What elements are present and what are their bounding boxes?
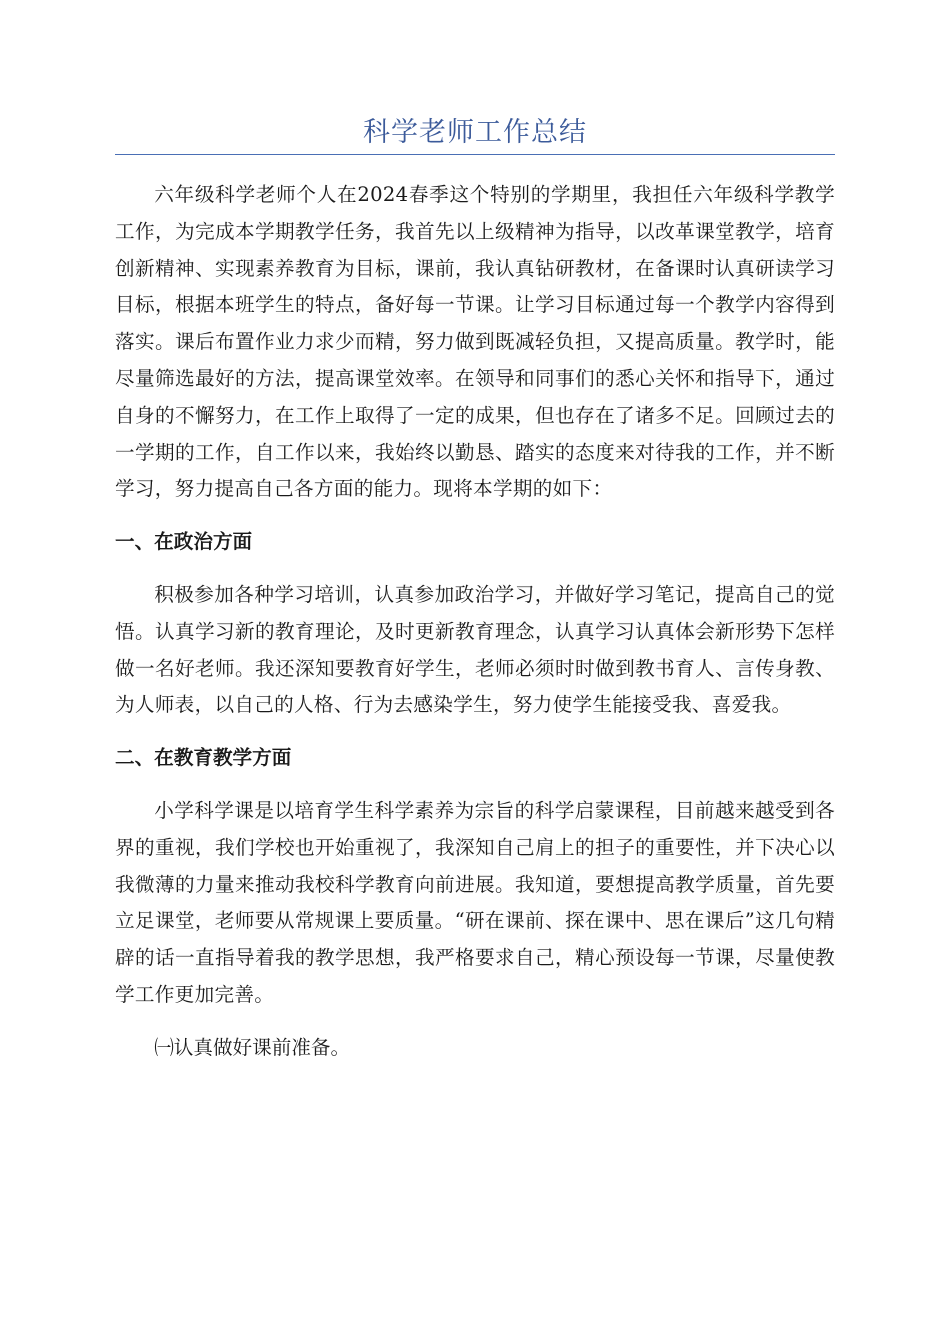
document-page xyxy=(115,112,835,1067)
spacer xyxy=(115,777,835,793)
spacer xyxy=(115,1014,835,1030)
title-underline xyxy=(115,154,835,155)
section-body-politics: 积极参加各种学习培训，认真参加政治学习，并做好学习笔记，提高自己的觉悟。认真学习新的教育理论，及时更新教育理念，认真学习认真体会新形势下怎样做一名好老师。我还深知要教育好学生，老师必须时时做到教书育人、言传身教、为人师表，以自己的人格、行为去感染学生，努力使学生能接受我、喜爱我。 xyxy=(115,582,835,717)
section-heading-teaching: 二、在教育教学方面 xyxy=(115,746,292,770)
spacer xyxy=(115,561,835,577)
spacer xyxy=(115,724,835,740)
spacer xyxy=(115,508,835,524)
section-heading-politics: 一、在政治方面 xyxy=(115,530,253,554)
intro-paragraph: 六年级科学老师个人在2024春季这个特别的学期里，我担任六年级科学教学工作，为完成本学期教学任务，我首先以上级精神为指导，以改革课堂教学，培育创新精神、实现素养教育为目标，课前，我认真钻研教材，在备课时认真研读学习目标，根据本班学生的特点，备好每一节课。让学习目标通过每一个教学内容得到落实。课后布置作业力求少而精，努力做到既减轻负担，又提高质量。教学时，能尽量筛选最好的方法，提高课堂效率。在领导和同事们的悉心关怀和指导下，通过自身的不懈努力，在工作上取得了一定的成果，但也存在了诸多不足。回顾过去的一学期的工作，自工作以来，我始终以勤恳、踏实的态度来对待我的工作，并不断学习，努力提高自己各方面的能力。现将本学期的如下： xyxy=(115,183,835,501)
document-title: 科学老师工作总结 xyxy=(363,117,587,148)
section-body-teaching: 小学科学课是以培育学生科学素养为宗旨的科学启蒙课程，目前越来越受到各界的重视，我们学校也开始重视了，我深知自己肩上的担子的重要性，并下决心以我微薄的力量来推动我校科学教育向前进展。我知道，要想提高教学质量，首先要立足课堂，老师要从常规课上要质量。“研在课前、探在课中、思在课后”这几句精辟的话一直指导着我的教学思想，我严格要求自己，精心预设每一节课，尽量使教学工作更加完善。 xyxy=(115,798,835,1006)
sub-item-preparation: ㈠认真做好课前准备。 xyxy=(154,1035,351,1059)
